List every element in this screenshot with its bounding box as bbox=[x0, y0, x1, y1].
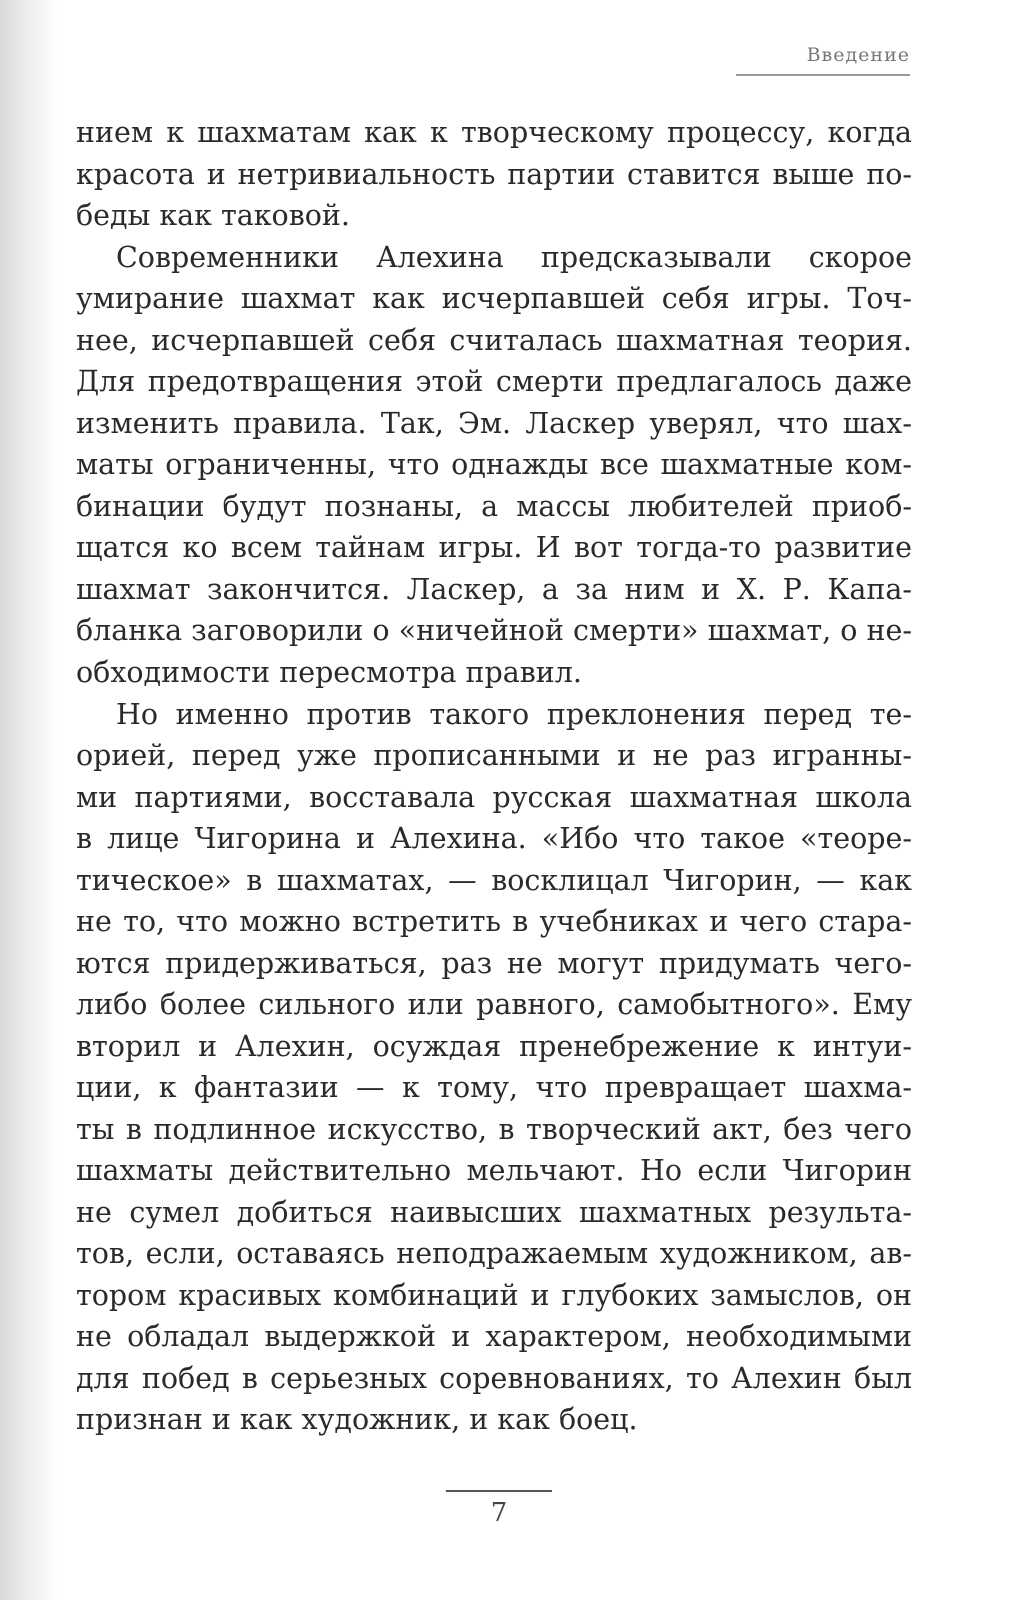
text-line: для побед в серьезных соревнованиях, то Алехин был bbox=[76, 1361, 912, 1395]
text-line: ции, к фантазии — к тому, что превращает шахма- bbox=[76, 1071, 912, 1105]
header-rule bbox=[736, 74, 910, 76]
text-line: ми партиями, восставала русская шахматная школа bbox=[76, 780, 912, 814]
text-line: не сумел добиться наивысших шахматных результа- bbox=[76, 1195, 912, 1229]
page-gutter-shadow bbox=[0, 0, 60, 1600]
text-line: не обладал выдержкой и характером, необходимыми bbox=[76, 1320, 912, 1354]
text-line: нием к шахматам как к творческому процессу, когда bbox=[76, 116, 912, 149]
footer-rule bbox=[446, 1490, 552, 1492]
text-line: бинации будут познаны, а массы любителей приоб- bbox=[76, 489, 912, 523]
text-line: вторил и Алехин, осуждая пренебрежение к интуи- bbox=[76, 1029, 912, 1063]
text-line: обходимости пересмотра правил. bbox=[76, 655, 582, 689]
text-line: тором красивых комбинаций и глубоких замыслов, он bbox=[76, 1278, 912, 1312]
text-line: нее, исчерпавшей себя считалась шахматная теория. bbox=[76, 323, 912, 357]
text-line: беды как таковой. bbox=[76, 199, 350, 232]
text-line: тическое» в шахматах, — восклицал Чигорин, — как bbox=[76, 863, 912, 897]
text-line: не то, что можно встретить в учебниках и чего стара- bbox=[76, 905, 912, 939]
text-line: бланка заговорили о «ничейной смерти» шахмат, о не- bbox=[76, 614, 912, 648]
text-line: либо более сильного или равного, самобытного». Ему bbox=[76, 988, 912, 1022]
text-line: умирание шахмат как исчерпавшей себя игры. Точ- bbox=[76, 282, 912, 316]
text-line: в лице Чигорина и Алехина. «Ибо что такое «теоре- bbox=[76, 822, 912, 856]
paragraph bbox=[76, 112, 912, 237]
paragraph bbox=[76, 694, 912, 1441]
text-line: ются придерживаться, раз не могут придумать чего- bbox=[76, 946, 912, 980]
text-line: орией, перед уже прописанными и не раз игранны- bbox=[76, 739, 912, 773]
text-line: Но именно против такого преклонения перед те- bbox=[116, 697, 912, 731]
text-line: маты ограниченны, что однажды все шахматные ком- bbox=[76, 448, 912, 482]
text-line: шахмат закончится. Ласкер, а за ним и Х. Р. Капа- bbox=[76, 572, 912, 606]
text-line: изменить правила. Так, Эм. Ласкер уверял, что шах- bbox=[76, 406, 912, 440]
text-line: Современники Алехина предсказывали скорое bbox=[116, 240, 912, 274]
paragraph bbox=[76, 237, 912, 694]
text-line: щатся ко всем тайнам игры. И вот тогда-то развитие bbox=[76, 531, 912, 565]
running-head: Введение bbox=[806, 44, 910, 66]
text-line: Для предотвращения этой смерти предлагалось даже bbox=[76, 365, 912, 399]
page-number: 7 bbox=[490, 1498, 508, 1528]
text-line: ты в подлинное искусство, в творческий акт, без чего bbox=[76, 1112, 912, 1146]
text-line: тов, если, оставаясь неподражаемым художником, ав- bbox=[76, 1237, 912, 1271]
text-line: шахматы действительно мельчают. Но если Чигорин bbox=[76, 1154, 912, 1188]
text-line: красота и нетривиальность партии ставится выше по- bbox=[76, 157, 912, 191]
text-line: признан и как художник, и как боец. bbox=[76, 1403, 638, 1437]
body-text bbox=[76, 112, 912, 1441]
